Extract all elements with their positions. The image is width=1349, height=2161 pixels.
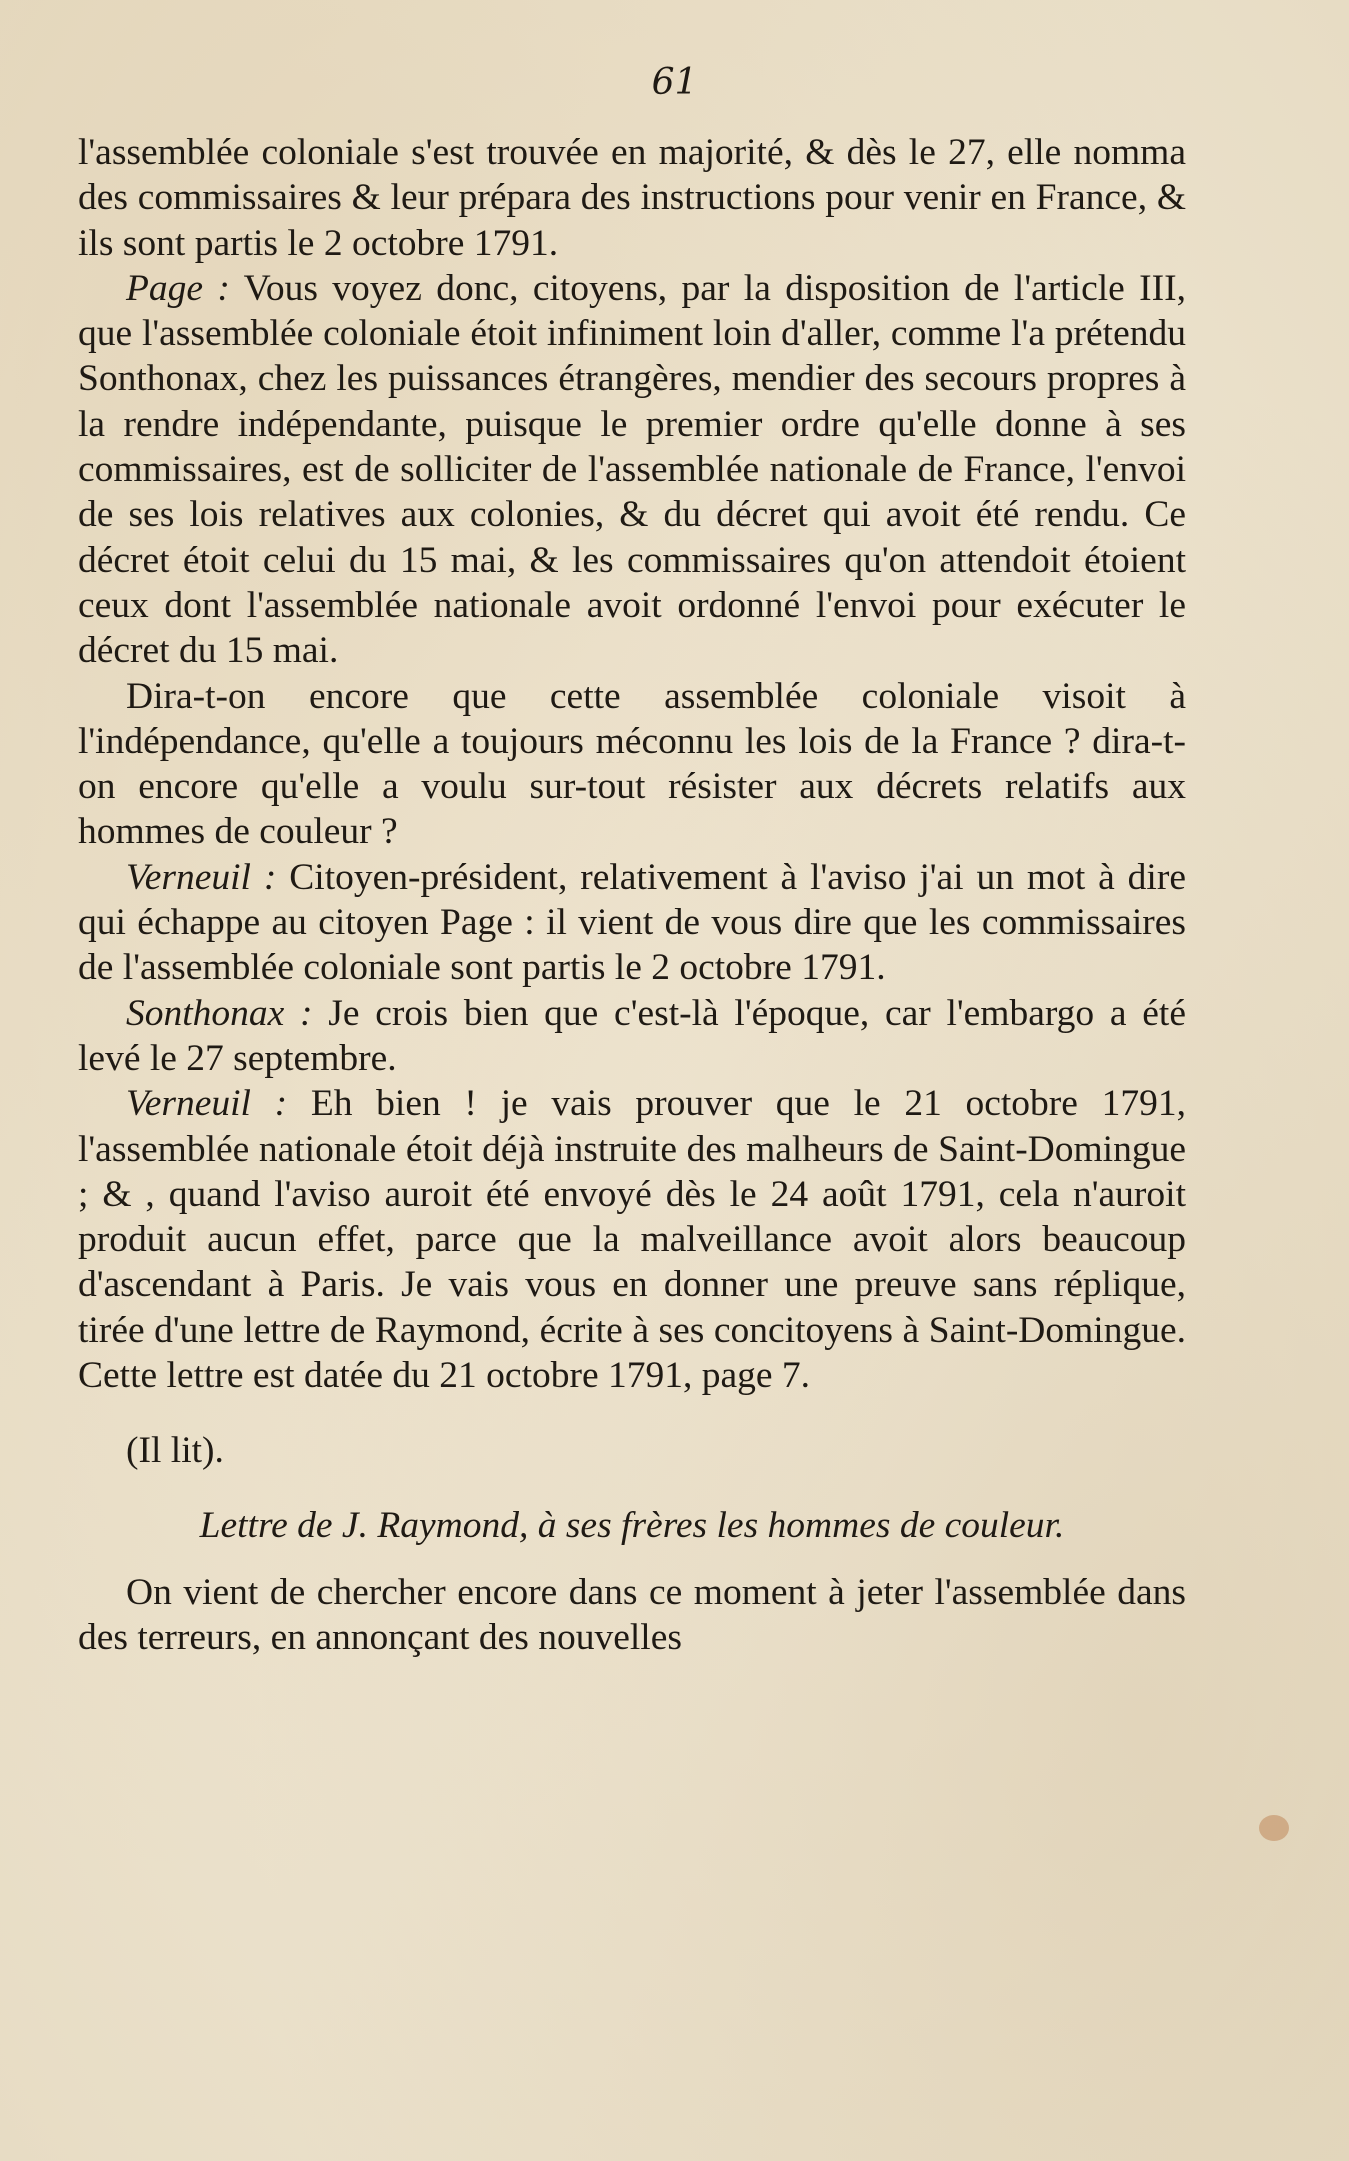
- paragraph-2: [78, 266, 1186, 674]
- paragraph-5: [78, 991, 1186, 1082]
- page-number: 61: [651, 62, 698, 103]
- speaker-sonthonax: Sonthonax :: [126, 992, 313, 1034]
- paragraph-4: [78, 855, 1186, 991]
- speaker-verneuil-2: Verneuil :: [126, 1083, 288, 1125]
- letter-title: Lettre de J. Raymond, à ses frères les hommes de couleur.: [199, 1504, 1065, 1546]
- paragraph-1-text: l'assemblée coloniale s'est trouvée en majorité, & dès le 27, elle nomma des commissaires & leur prépara des instructions pour venir en France, & ils sont partis le 2 octobre 1791.: [78, 132, 1186, 264]
- paragraph-1: [78, 130, 1186, 266]
- speaker-page: Page :: [126, 267, 230, 309]
- paragraph-3-text: Dira-t-on encore que cette assemblée coloniale visoit à l'indépendance, qu'elle a toujours méconnu les lois de la France ? dira-t-on encore qu'elle a voulu sur-tout résister aux décrets relatifs aux hommes de couleur ?: [78, 675, 1186, 853]
- paragraph-5-text: Je crois bien que c'est-là l'époque, car l'embargo a été levé le 27 septembre.: [78, 992, 1186, 1079]
- stage-note: (Il lit).: [126, 1430, 224, 1472]
- paragraph-6-text: Eh bien ! je vais prouver que le 21 octobre 1791, l'assemblée nationale étoit déjà instruite des malheurs de Saint-Domingue ; & , quand l'aviso auroit été envoyé dès le 24 août 1791, cela n'auroit produit aucun effet, parce que la malveillance avoit alors beaucoup d'ascendant à Paris. Je vais vous en donner une preuve sans réplique, tirée d'une lettre de Raymond, écrite à ses concitoyens à Saint-Domingue. Cette lettre est datée du 21 octobre 1791, page 7.: [78, 1083, 1186, 1397]
- paragraph-3: [78, 674, 1186, 855]
- letter-body: On vient de chercher encore dans ce moment à jeter l'assemblée dans des terreurs, en annonçant des nouvelles: [78, 1571, 1186, 1658]
- speaker-verneuil: Verneuil :: [126, 856, 277, 898]
- paper-stain: [1259, 1815, 1289, 1841]
- paragraph-4-text: Citoyen-président, relativement à l'aviso j'ai un mot à dire qui échappe au citoyen Page : il vient de vous dire que les commissaires de l'assemblée coloniale sont partis le 2 octobre 1791.: [78, 856, 1186, 989]
- paragraph-2-text: Vous voyez donc, citoyens, par la disposition de l'article III, que l'assemblée coloniale étoit infiniment loin d'aller, comme l'a prétendu Sonthonax, chez les puissances étrangères, mendier des secours propres à la rendre indépendante, puisque le premier ordre qu'elle donne à ses commissaires, est de solliciter de l'assemblée nationale de France, l'envoi de ses lois relatives aux colonies, & du décret qui avoit été rendu. Ce décret étoit celui du 15 mai, & les commissaires qu'on attendoit étoient ceux dont l'assemblée nationale avoit ordonné l'envoi pour exécuter le décret du 15 mai.: [78, 267, 1186, 672]
- body-text: [78, 130, 1186, 1660]
- paragraph-6: [78, 1081, 1186, 1398]
